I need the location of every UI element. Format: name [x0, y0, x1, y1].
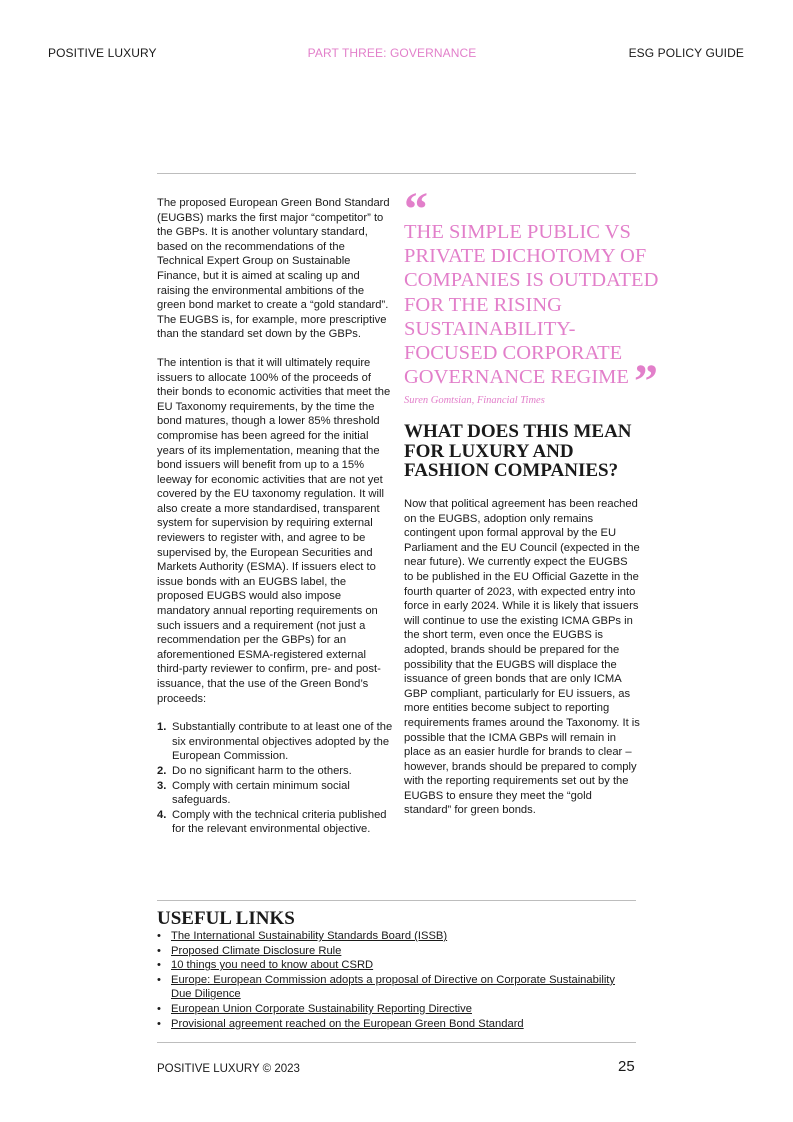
- bullet-icon: •: [157, 959, 161, 972]
- links-divider: [157, 900, 636, 901]
- list-item-text: Comply with the technical criteria published for the relevant environmental objective.: [172, 808, 387, 836]
- link-list-item: [157, 958, 637, 973]
- list-item: [157, 764, 393, 779]
- list-number: 3.: [157, 779, 167, 792]
- header-document-title: ESG POLICY GUIDE: [628, 46, 744, 60]
- list-number: 2.: [157, 764, 167, 777]
- list-number: 1.: [157, 721, 167, 734]
- footer-divider: [157, 1042, 636, 1043]
- bullet-icon: •: [157, 944, 161, 957]
- link-list-item: [157, 1017, 637, 1032]
- list-item-text: Comply with certain minimum social safeguards.: [172, 779, 350, 807]
- close-quote-mark: ”: [634, 355, 659, 409]
- bullet-icon: •: [157, 973, 161, 986]
- section-heading: WHAT DOES THIS MEAN FOR LUXURY AND FASHION COMPANIES?: [404, 421, 632, 481]
- body-paragraph: The proposed European Green Bond Standard (EUGBS) marks the first major “competitor” to the GBPs. It is another voluntary standard, based on the recommendations of the Technical Expert Group on Sustainable Finance, but it is aimed at scaling up and raising the environmental ambitions of the green bond market to create a “gold standard”. The EUGBS is, for example, more prescriptive than the standard set down by the GBPs.: [157, 197, 390, 341]
- link-green-bond-agreement[interactable]: Provisional agreement reached on the European Green Bond Standard: [171, 1017, 524, 1030]
- header-brand: POSITIVE LUXURY: [48, 46, 157, 60]
- quote-attribution: Suren Gomtsian, Financial Times: [404, 395, 545, 407]
- link-list-item: [157, 973, 637, 1002]
- footer-copyright: POSITIVE LUXURY © 2023: [157, 1063, 300, 1075]
- left-column: [157, 196, 393, 837]
- bullet-icon: •: [157, 1002, 161, 1015]
- link-csrd-ten-things[interactable]: 10 things you need to know about CSRD: [171, 959, 374, 972]
- link-climate-disclosure-rule[interactable]: Proposed Climate Disclosure Rule: [171, 944, 342, 957]
- list-item: [157, 808, 393, 837]
- useful-links-list: [157, 929, 637, 1031]
- link-list-item: [157, 944, 637, 959]
- list-number: 4.: [157, 808, 167, 821]
- link-issb[interactable]: The International Sustainability Standards Board (ISSB): [171, 930, 448, 942]
- link-due-diligence-directive[interactable]: Europe: European Commission adopts a proposal of Directive on Corporate Sustainability Due Diligence: [171, 973, 616, 1001]
- link-list-item: [157, 929, 637, 944]
- header-section-title: PART THREE: GOVERNANCE: [307, 46, 477, 60]
- page-number: 25: [618, 1058, 635, 1075]
- body-paragraph: The intention is that it will ultimately require issuers to allocate 100% of the proceeds of their bonds to economic activities that meet the EU Taxonomy requirements, by the time the bond matures, though a lower 85% threshold compromise has been agreed for the initial years of its implementation, meaning that the bond issuers will benefit from up to a 15% leeway for economic activities that are not yet covered by the EU taxonomy regulation. It will also create a more standardised, transparent system for supervision by requiring external reviewers to register with, and agree to be supervised by, the European Securities and Markets Authority (ESMA). If issuers elect to issue bonds with an EUGBS label, the proposed EUGBS would also impose mandatory annual reporting requirements on such issuers and a requirement (not just a recommendation per the GBPs) for an aforementioned ESMA-registered external third-party reviewer to confirm, pre- and post-issuance, that the use of the Green Bond’s proceeds:: [157, 356, 391, 705]
- pull-quote-body: THE SIMPLE PUBLIC VS PRIVATE DICHOTOMY OF COMPANIES IS OUTDATED FOR THE RISING SUSTAINABILITY-FOCUSED CORPORATE GOVERNANCE REGIME: [404, 221, 659, 389]
- top-divider: [157, 173, 636, 174]
- open-quote-mark: “: [404, 183, 428, 236]
- bullet-icon: •: [157, 1017, 161, 1030]
- numbered-list: [157, 720, 393, 837]
- useful-links-heading: USEFUL LINKS: [157, 908, 295, 929]
- link-list-item: [157, 1002, 637, 1017]
- link-csrd-directive[interactable]: European Union Corporate Sustainability Reporting Directive: [171, 1002, 472, 1015]
- list-item-text: Do no significant harm to the others.: [172, 764, 352, 777]
- list-item: [157, 720, 393, 764]
- right-column-paragraph: Now that political agreement has been reached on the EUGBS, adoption only remains contingent upon formal approval by the EU Parliament and the EU Council (expected in the near future). We currently expect the EUGBS to be published in the EU Official Gazette in the fourth quarter of 2023, with expected entry into force in early 2024. While it is likely that issuers will continue to use the existing ICMA GBPs in the short term, even once the EUGBS is adopted, brands should be prepared for the possibility that the EUGBS will displace the issuance of green bonds that are only ICMA GBP compliant, particularly for EU issuers, as more entities become subject to reporting requirements frames around the Taxonomy. It is possible that the ICMA GBPs will remain in place as an easier hurdle for brands to clear – however, brands should be prepared to comply with the reporting requirements set out by the EUGBS to ensure they meet the “gold standard” for green bonds.: [404, 498, 640, 817]
- list-item-text: Substantially contribute to at least one of the six environmental objectives adopted by the European Commission.: [172, 721, 393, 763]
- bullet-icon: •: [157, 930, 161, 942]
- list-item: [157, 779, 393, 808]
- pull-quote: [404, 183, 679, 409]
